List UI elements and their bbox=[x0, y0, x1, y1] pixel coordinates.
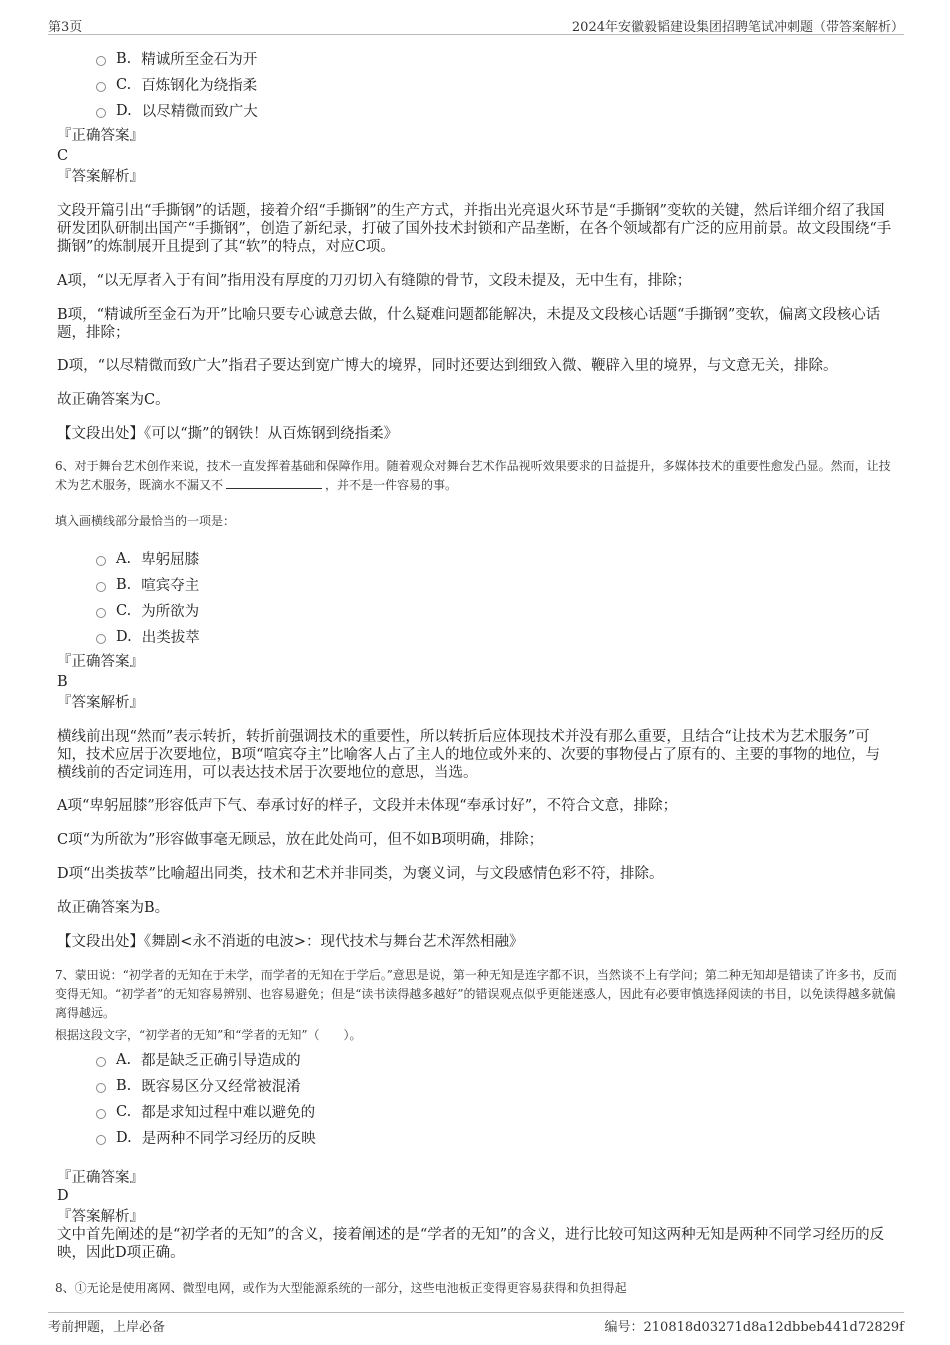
page-header bbox=[48, 14, 904, 35]
radio-icon[interactable] bbox=[96, 608, 106, 618]
q8-stem: 8、①无论是使用离网、微型电网，或作为大型能源系统的一部分，这些电池板正变得更容易获得和负担得起 bbox=[55, 1281, 627, 1295]
page-number: 第3页 bbox=[48, 20, 83, 35]
q5-analysis-p1: 文段开篇引出“手撕钢”的话题，接着介绍“手撕钢”的生产方式，并指出光亮退火环节是“手撕钢”变软的关键，然后详细介绍了我国研发团队研制出国产“手撕钢”，创造了新纪录，打破了国外技术封锁和产品垄断，在各个领域都有广泛的应用前景。故文段围绕“手撕钢”的炼制展开且提到了其“软”的特点，对应C项。 bbox=[57, 203, 892, 255]
q6-option-c[interactable]: C. 为所欲为 bbox=[96, 600, 199, 621]
q6-analysis-p2: A项“卑躬屈膝”形容低声下气、奉承讨好的样子，文段并未体现“奉承讨好”，不符合文意，排除； bbox=[57, 798, 678, 814]
q6-analysis-p5: 故正确答案为B。 bbox=[57, 900, 170, 916]
radio-icon[interactable] bbox=[96, 1109, 106, 1119]
q7-question: 根据这段文字，“初学者的无知”和“学者的无知”（ ）。 bbox=[55, 1028, 362, 1042]
q6-answer: B bbox=[57, 674, 68, 690]
radio-icon[interactable] bbox=[96, 1057, 106, 1067]
q7-analysis-p1: 文中首先阐述的是“初学者的无知”的含义，接着阐述的是“学者的无知”的含义，进行比较可知这两种无知是两种不同学习经历的反映，因此D项正确。 bbox=[57, 1227, 885, 1261]
q6-analysis-p1: 横线前出现“然而”表示转折，转折前强调技术的重要性，所以转折后应体现技术并没有那么重要，且结合“让技术为艺术服务”可知，技术应居于次要地位，B项“喧宾夺主”比喻客人占了主人的地位或外来的、次要的事物侵占了原有的、主要的事物的地位，与横线前的否定词连用，可以表达技术居于次要地位的意思，当选。 bbox=[57, 729, 880, 781]
q5-source: 【文段出处】《可以“撕”的钢铁！从百炼钢到绕指柔》 bbox=[57, 426, 399, 442]
q7-stem: 7、蒙田说：“初学者的无知在于未学，而学者的无知在于学后。”意思是说，第一种无知是连字都不识，当然谈不上有学问；第二种无知却是错读了许多书，反而变得无知。“初学者”的无知容易辨别、也容易避免；但是“读书读得越多越好”的错误观点似乎更能迷惑人，因此有必要审慎选择阅读的书目，以免读得越多就偏离得越远。 bbox=[55, 968, 897, 1020]
q5-option-c[interactable]: C. 百炼钢化为绕指柔 bbox=[96, 74, 257, 95]
radio-icon[interactable] bbox=[96, 634, 106, 644]
q6-analysis-label: 『答案解析』 bbox=[57, 695, 144, 711]
q7-option-a[interactable]: A. 都是缺乏正确引导造成的 bbox=[96, 1049, 301, 1070]
q5-option-d[interactable]: D. 以尽精微而致广大 bbox=[96, 100, 258, 121]
q6-analysis-p3: C项“为所欲为”形容做事毫无顾忌，放在此处尚可，但不如B项明确，排除； bbox=[57, 832, 544, 848]
q6-option-a[interactable]: A. 卑躬屈膝 bbox=[96, 548, 199, 569]
q6-stem: 6、对于舞台艺术创作来说，技术一直发挥着基础和保障作用。随着观众对舞台艺术作品视听效果要求的日益提升，多媒体技术的重要性愈发凸显。然而，让技术为艺术服务，既滴水不漏又不 ，并不是一件容易的事。 bbox=[55, 459, 891, 492]
footer-slogan: 考前押题，上岸必备 bbox=[48, 1320, 166, 1335]
q7-option-b[interactable]: B. 既容易区分又经常被混淆 bbox=[96, 1075, 301, 1096]
q5-analysis-p5: 故正确答案为C。 bbox=[57, 392, 170, 408]
q6-option-d[interactable]: D. 出类拔萃 bbox=[96, 626, 200, 647]
q6-answer-label: 『正确答案』 bbox=[57, 654, 144, 670]
q5-analysis-p2: A项，“以无厚者入于有间”指用没有厚度的刀刃切入有缝隙的骨节，文段未提及，无中生有，排除； bbox=[57, 273, 692, 289]
document-code: 编号：210818d03271d8a12dbbeb441d72829f bbox=[604, 1320, 904, 1335]
q5-analysis-label: 『答案解析』 bbox=[57, 169, 144, 185]
radio-icon[interactable] bbox=[96, 108, 106, 118]
q7-option-d[interactable]: D. 是两种不同学习经历的反映 bbox=[96, 1127, 316, 1148]
q7-option-c[interactable]: C. 都是求知过程中难以避免的 bbox=[96, 1101, 315, 1122]
q5-answer-label: 『正确答案』 bbox=[57, 128, 144, 144]
radio-icon[interactable] bbox=[96, 1083, 106, 1093]
radio-icon[interactable] bbox=[96, 82, 106, 92]
page-footer bbox=[48, 1312, 904, 1337]
radio-icon[interactable] bbox=[96, 1135, 106, 1145]
q5-option-b[interactable]: B. 精诚所至金石为开 bbox=[96, 48, 257, 69]
radio-icon[interactable] bbox=[96, 56, 106, 66]
q6-option-b[interactable]: B. 喧宾夺主 bbox=[96, 574, 199, 595]
q5-analysis-p3: B项，“精诚所至金石为开”比喻只要专心诚意去做，什么疑难问题都能解决，未提及文段核心话题“手撕钢”变软，偏离文段核心话题，排除； bbox=[57, 307, 881, 341]
q6-source: 【文段出处】《舞剧<永不消逝的电波>：现代技术与舞台艺术浑然相融》 bbox=[57, 934, 524, 950]
q7-analysis-label: 『答案解析』 bbox=[57, 1209, 144, 1225]
q5-answer: C bbox=[57, 148, 69, 164]
q6-analysis-p4: D项“出类拔萃”比喻超出同类，技术和艺术并非同类，为褒义词，与文段感情色彩不符，排除。 bbox=[57, 866, 664, 882]
q6-instruction: 填入画横线部分最恰当的一项是： bbox=[55, 514, 236, 528]
answer-blank bbox=[226, 476, 322, 489]
q5-analysis-p4: D项，“以尽精微而致广大”指君子要达到宽广博大的境界，同时还要达到细致入微、鞭辟入里的境界，与文意无关，排除。 bbox=[57, 358, 838, 374]
document-title: 2024年安徽毅韬建设集团招聘笔试冲刺题（带答案解析） bbox=[571, 20, 904, 35]
q7-answer-label: 『正确答案』 bbox=[57, 1170, 144, 1186]
radio-icon[interactable] bbox=[96, 556, 106, 566]
radio-icon[interactable] bbox=[96, 582, 106, 592]
q7-answer: D bbox=[57, 1188, 69, 1204]
